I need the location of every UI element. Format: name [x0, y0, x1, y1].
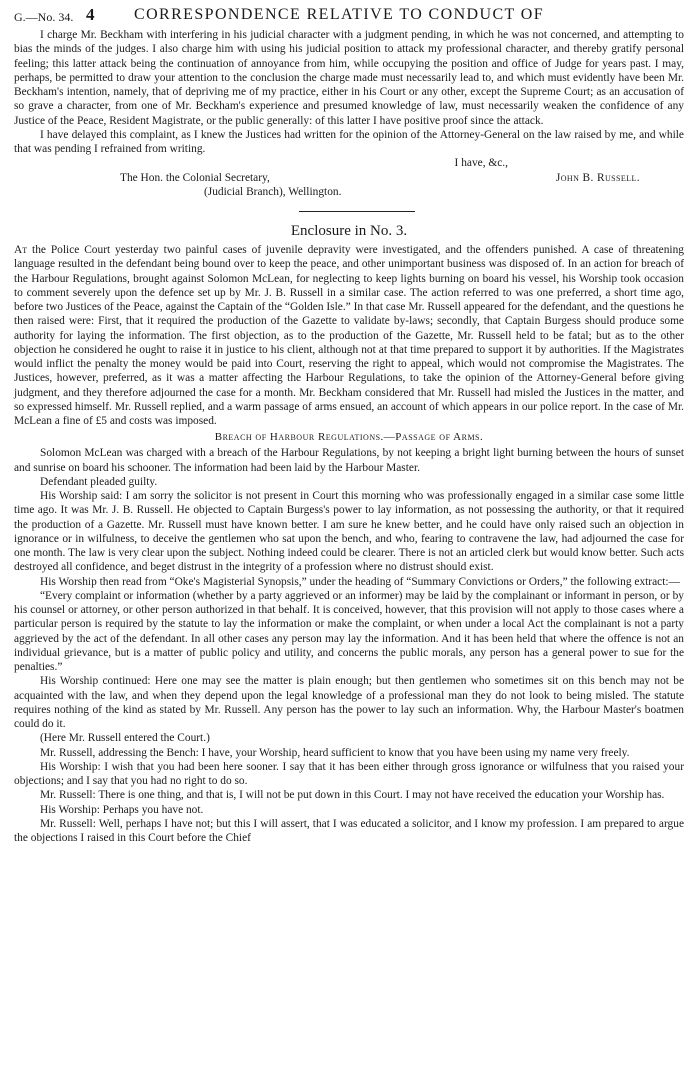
report-paragraph: His Worship: I wish that you had been here sooner. I say that it has been either through gross ignorance or wilfulness that you raised your objections; and I say that you had no right to do so. — [14, 760, 684, 787]
page-number: 4 — [86, 5, 95, 24]
report-paragraph: His Worship: Perhaps you have not. — [40, 803, 204, 816]
section-divider — [299, 211, 415, 212]
addressee: The Hon. the Colonial Secretary, — [120, 171, 270, 184]
letter-closing: I have, &c., — [454, 157, 508, 170]
page-header — [14, 6, 684, 28]
report-paragraph: Solomon McLean was charged with a breach of the Harbour Regulations, by not keeping a bright light burning between the hours of sunset and sunrise on board his schooner. The information had been laid by the Harbour Master. — [14, 447, 684, 474]
report-paragraph: His Worship said: I am sorry the solicitor is not present in Court this morning who was professionally engaged in a similar case some little time ago. It was Mr. J. B. Russell. He objected to Captain Burgess's power to lay information, as not possessing the authority, or that it required the production of a Gazette. Mr. Russell must have known better. I am sure he knew better, and he could have only raised such an objection in ignorance or in wilfulness, to deceive the gentlemen who sat upon the bench, and who, fearing to contravene the law, had adjourned the case for one month. The law is very clear upon the subject. Nothing indeed could be clearer. There is not an articled clerk but would know better. Such acts destroyed all confidence, and beget distrust in the integrity of a profession where no distrust should exist. — [14, 490, 684, 574]
letter-paragraph: I have delayed this complaint, as I knew the Justices had written for the opinion of the Attorney-General on the law raised by me, and while that was pending I refrained from writing. — [14, 128, 684, 155]
lead-word: At — [14, 244, 28, 256]
signature: John B. Russell. — [555, 171, 640, 184]
running-title: CORRESPONDENCE RELATIVE TO CONDUCT OF — [134, 6, 545, 23]
report-paragraph: Mr. Russell: There is one thing, and that is, I will not be put down in this Court. I may not have received the education your Worship has. — [40, 789, 665, 802]
quoted-extract: “Every complaint or information (whether by a party aggrieved or an informer) may be laid by the complainant or informant in person, or by his counsel or attorney, or other person authorized in that behalf. It is conceived, however, that this provision will not apply to those cases where a particular person is required by the statute to lay the information or make the complaint, or when under a local Act the complainant is not a party aggrieved by the act of the defendant. In all other cases any person may lay the information. And it has been held that where the offence is not an individual grievance, but is a matter of public policy and utility, and concerns the public morals, any person has a general power to sue for the penalties.” — [14, 589, 684, 673]
letter-paragraph: I charge Mr. Beckham with interfering in his judicial character with a judgment pending, in which he was not concerned, and attempting to bias the minds of the judges. I also charge him with using his judicial position to attack my professional character, and thereby gratify personal feeling; this latter attack being the continuation of annoyance from him, while occupying the position and office of Judge for years past. I may, perhaps, be permitted to draw your attention to the conclusion the charge made must necessarily lead to, and which must evidently have been Mr. Beckham's intention, namely, that of depriving me of my practice, either in his Court or any other, except the Supreme Court; as an accusation of so grave a character, from one of Mr. Beckham's experience and presumed knowledge of law, must necessarily weaken the confidence of any Justice of the Peace, Resident Magistrate, or the public generally: of this latter I have positive proof since the attack. — [14, 29, 684, 127]
report-paragraph: His Worship then read from “Oke's Magisterial Synopsis,” under the heading of “Summary Convictions or Orders,” the following extract:— — [40, 575, 680, 588]
report-subheading: Breach of Harbour Regulations.—Passage of Arms. — [214, 431, 484, 444]
enclosure-paragraph-text: the Police Court yesterday two painful cases of juvenile depravity were investigated, and the offenders punished. A case of threatening language resulted in the defendant being bound over to keep the peace, and other unimportant business was disposed of. In an action for breach of the Harbour Regulations, brought against Solomon McLean, for neglecting to keep lights burning on board his vessel, his Worship took occasion to comment severely upon the defence set up by Mr. J. B. Russell in a similar case. The action referred to was one preferred, a short time ago, before two Justices of the Peace, against the Captain of the “Golden Isle.” In that case Mr. Russell appeared for the defendant, and the questions he then raised were: First, that it required the production of the Gazette to validate by-laws; secondly, that Captain Burgess should produce some authority for laying the information. The first objection, as to the production of the Gazette, Mr. Russell held to be fatal; but as to the other objection he considered he ought to raise it in justice to his client, although not at that time prepared to support it by authorities. If the Magistrates would inflict the penalty the money would be paid into Court, reserving the right to appeal, which would not compromise the Magistrates. The Justices, however, preferred, as it was a matter affecting the Harbour Regulations, to take the opinion of the Attorney-General before giving judgment, and they therefore adjourned the case for a month. Mr. Beckham considered that Mr. Russell had misled the Justices in the matter, and so expressed himself. Mr. Russell replied, and a warm passage of arms ensued, an account of which appears in our police report. In the case of Mr. McLean a fine of £5 and costs was imposed. — [14, 244, 684, 427]
report-paragraph: Defendant pleaded guilty. — [40, 475, 158, 488]
letter-closing-row — [14, 156, 684, 170]
enclosure-heading: Enclosure in No. 3. — [290, 223, 408, 239]
signature-row — [14, 171, 684, 185]
addressee-line-2: (Judicial Branch), Wellington. — [204, 185, 342, 198]
report-paragraph: His Worship continued: Here one may see the matter is plain enough; but then gentlemen who sometimes sit on this bench may not be acquainted with the law, and when they depend upon the legal knowledge of a professional man they do not look to being misled. The statute requires nothing of the kind as stated by Mr. Russell. Any person has the power to lay such an information. Why, the Harbour Master's boatmen could do it. — [14, 675, 684, 730]
report-paragraph: Mr. Russell, addressing the Bench: I have, your Worship, heard sufficient to know that you have been using my name very freely. — [40, 746, 630, 759]
document-number: G.—No. 34. — [14, 10, 74, 24]
report-paragraph: (Here Mr. Russell entered the Court.) — [40, 732, 210, 745]
enclosure-paragraph — [14, 243, 684, 428]
report-paragraph: Mr. Russell: Well, perhaps I have not; but this I will assert, that I was educated a solicitor, and I know my profession. I am prepared to argue the objections I raised in this Court before the Chief — [14, 817, 684, 844]
